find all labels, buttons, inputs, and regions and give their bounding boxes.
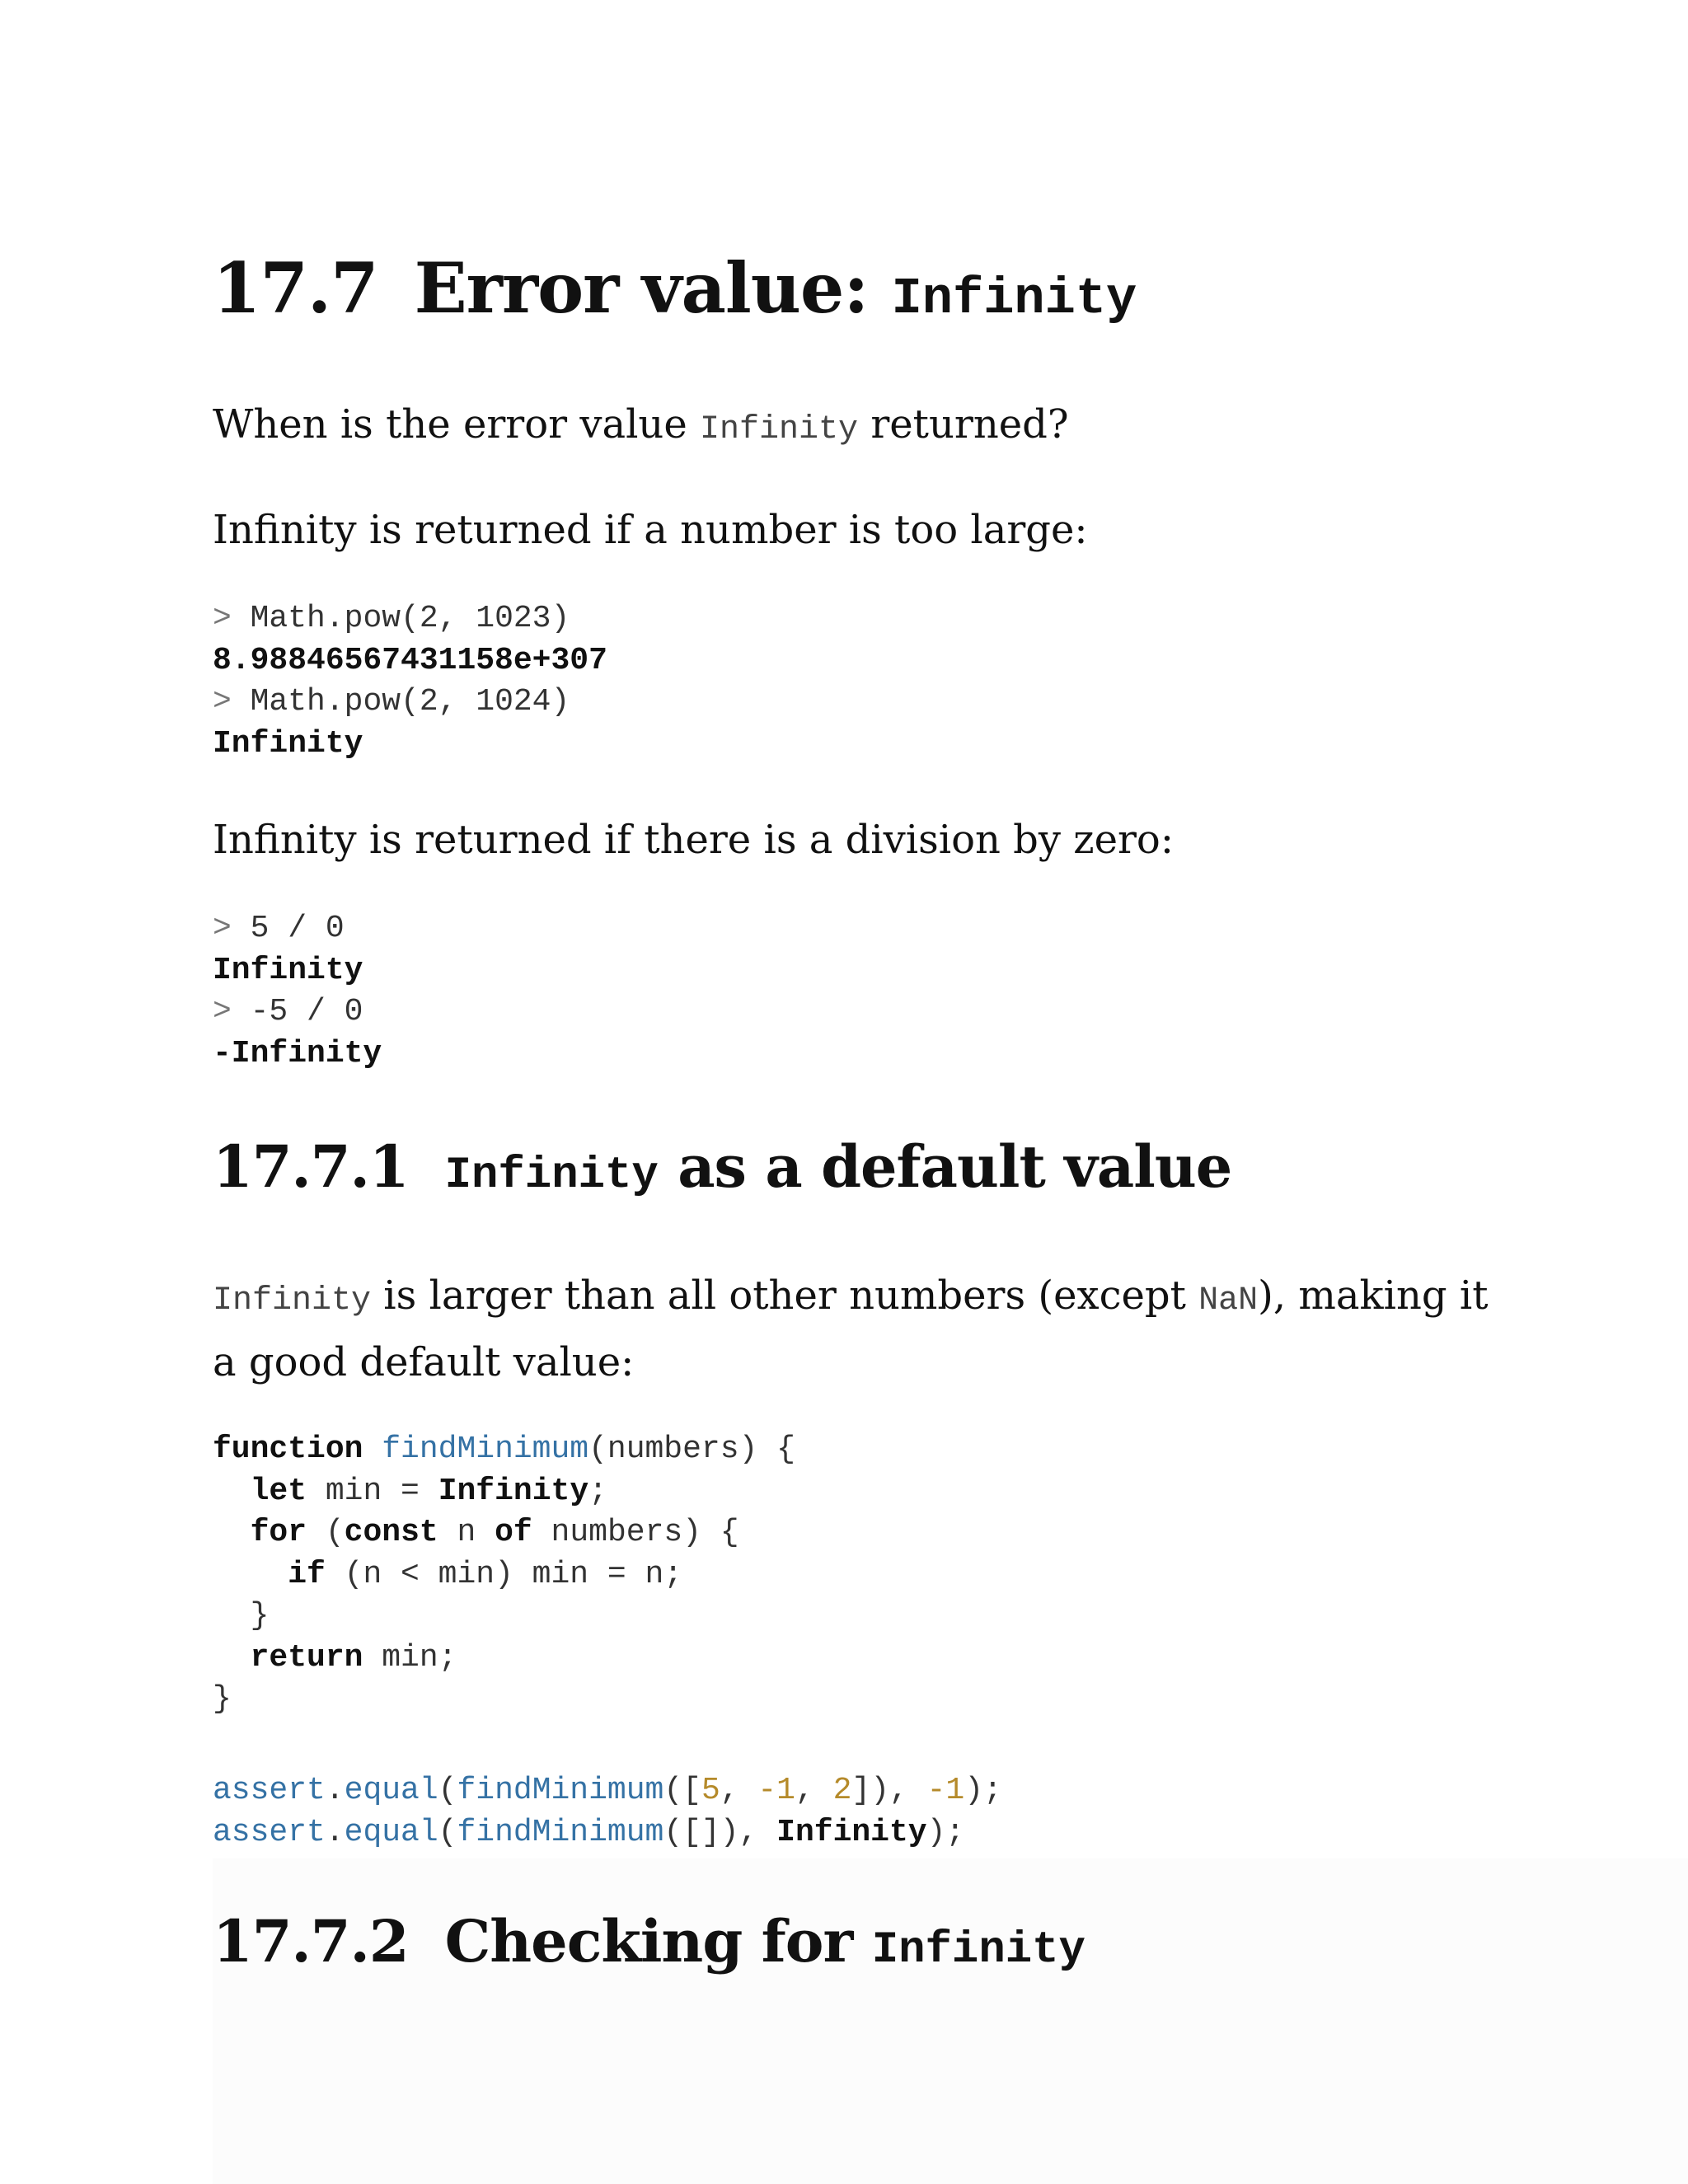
- code-block-find-minimum: [213, 1429, 795, 1721]
- subsection-heading-checking: [213, 1907, 1085, 1975]
- repl-line: > -5 / 0: [213, 994, 363, 1029]
- paragraph-division: Infinity is returned if there is a division by zero:: [213, 817, 1174, 863]
- code-line: }: [213, 1681, 232, 1717]
- inline-code-infinity: Infinity: [213, 1282, 372, 1319]
- subsection-number: 17.7.2: [213, 1907, 409, 1975]
- paragraph-too-large: Infinity is returned if a number is too large:: [213, 507, 1088, 553]
- code-line: for (const n of numbers) {: [250, 1515, 739, 1550]
- subsection-title-code: Infinity: [444, 1151, 659, 1201]
- repl-block-division: [213, 908, 382, 1075]
- repl-output: 8.98846567431158e+307: [213, 642, 607, 678]
- repl-block-pow: [213, 598, 607, 765]
- intro-text-after: returned?: [870, 401, 1069, 448]
- subsection-number: 17.7.1: [213, 1132, 409, 1201]
- intro-inline-code: Infinity: [700, 411, 859, 448]
- intro-text-before: When is the error value: [213, 401, 687, 448]
- repl-output: -Infinity: [213, 1035, 382, 1071]
- paragraph-default-value: Infinity is larger than all other numbers (except NaN), making it a good default value:: [213, 1272, 1489, 1385]
- code-line: let min = Infinity;: [250, 1473, 607, 1509]
- code-line: assert.equal(findMinimum([]), Infinity);: [213, 1814, 965, 1850]
- section-number: 17.7: [213, 247, 378, 329]
- code-line: function findMinimum(numbers) {: [213, 1432, 795, 1467]
- section-heading: [213, 247, 1137, 329]
- subsection-heading-default: [213, 1132, 1231, 1201]
- repl-line: > 5 / 0: [213, 911, 345, 946]
- repl-line: > Math.pow(2, 1023): [213, 601, 570, 636]
- section-title-code: Infinity: [891, 269, 1137, 328]
- intro-paragraph: [213, 394, 1498, 461]
- code-block-asserts: [213, 1770, 1002, 1854]
- section-title-text: Error value:: [414, 247, 869, 329]
- code-line: }: [250, 1598, 270, 1633]
- code-line: assert.equal(findMinimum([5, -1, 2]), -1);: [213, 1773, 1002, 1808]
- subsection-title-text: as a default value: [678, 1132, 1232, 1201]
- inline-code-nan: NaN: [1198, 1282, 1259, 1319]
- subsection-title-text: Checking for: [444, 1907, 853, 1975]
- subsection-title-code: Infinity: [871, 1925, 1085, 1975]
- code-line: return min;: [250, 1639, 457, 1675]
- repl-output: Infinity: [213, 952, 363, 988]
- repl-line: > Math.pow(2, 1024): [213, 684, 570, 719]
- repl-output: Infinity: [213, 725, 363, 762]
- code-line: if (n < min) min = n;: [288, 1556, 683, 1592]
